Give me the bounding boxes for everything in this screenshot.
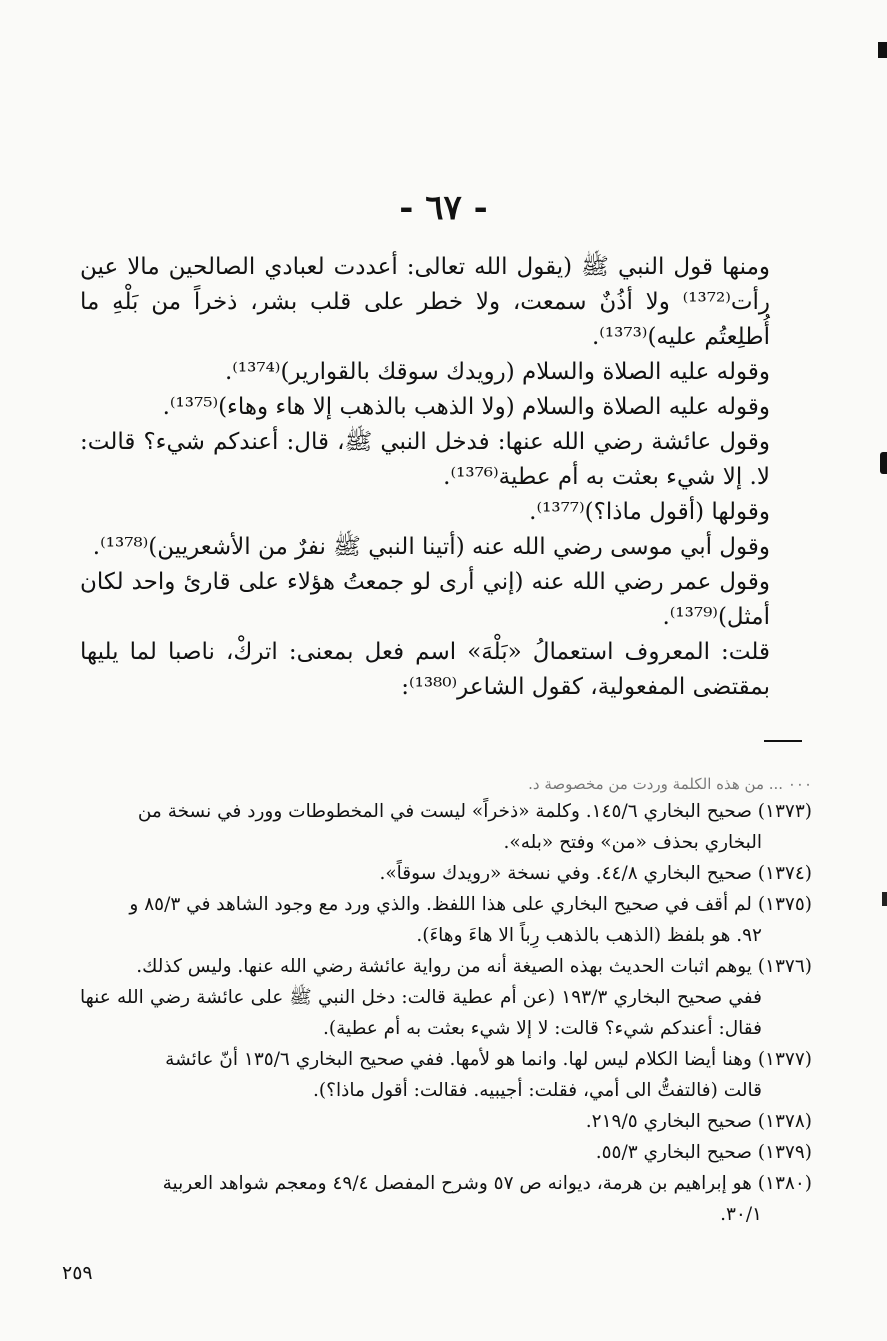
page-number: ٢٥٩	[62, 1262, 93, 1284]
footnote-continuation: ففي صحيح البخاري ١٩٣/٣ (عن أم عطية قالت: دخل النبي ﷺ على عائشة رضي الله عنها فقال: أعندكم شيء؟ قالت: لا إلا شيء بعثت به أم عطية).	[80, 987, 762, 1039]
paragraph: وقوله عليه الصلاة والسلام (رويدك سوقك بالقوارير)⁽¹³⁷⁴⁾.	[224, 359, 770, 385]
footnote-partial: ٠٠٠ ... من هذه الكلمة وردت من مخصوصة د.	[528, 775, 812, 793]
page-heading: - ٦٧ -	[399, 188, 488, 228]
edge-mark	[878, 42, 887, 58]
footnote-continuation: ٩٢. هو بلفظ (الذهب بالذهب رِباً الا هاءَ وهاءَ).	[416, 925, 762, 946]
main-text	[80, 250, 812, 705]
footnote: (١٣٧٤) صحيح البخاري ٤٤/٨. وفي نسخة «رويدك سوقاً».	[379, 863, 812, 884]
footnote-continuation: البخاري بحذف «من» وفتح «بله».	[503, 832, 762, 853]
footnote-divider	[764, 740, 802, 742]
paragraph: وقوله عليه الصلاة والسلام (ولا الذهب بالذهب إلا هاء وهاء)⁽¹³⁷⁵⁾.	[162, 394, 770, 420]
footnote: (١٣٧٧) وهنا أيضا الكلام ليس لها. وانما هو لأمها. ففي صحيح البخاري ١٣٥/٦ أنّ عائشة	[165, 1049, 812, 1070]
paragraph: ومنها قول النبي ﷺ (يقول الله تعالى: أعددت لعبادي الصالحين مالا عين رأت⁽¹³⁷²⁾ ولا أذُنٌ سمعت، ولا خطر على قلب بشر، ذخراً من بَلْهِ ما أُطلِعتُم عليه)⁽¹³⁷³⁾.	[80, 254, 770, 350]
paragraph: وقول عمر رضي الله عنه (إني أرى لو جمعتُ هؤلاء على قارئ واحد لكان أمثل)⁽¹³⁷⁹⁾.	[80, 569, 770, 630]
edge-mark	[880, 452, 887, 474]
paragraph: وقول عائشة رضي الله عنها: فدخل النبي ﷺ، قال: أعندكم شيء؟ قالت: لا. إلا شيء بعثت به أم عطية⁽¹³⁷⁶⁾.	[80, 429, 770, 490]
footnote-continuation: قالت (فالتفتُّ الى أمي، فقلت: أجيبيه. فقالت: أقول ماذا؟).	[313, 1080, 762, 1101]
footnote: (١٣٧٨) صحيح البخاري ٢١٩/٥.	[585, 1111, 812, 1132]
footnote: (١٣٧٦) يوهم اثبات الحديث بهذه الصيغة أنه من رواية عائشة رضي الله عنها. وليس كذلك.	[136, 956, 812, 977]
paragraph: وقول أبي موسى رضي الله عنه (أتينا النبي ﷺ نفرٌ من الأشعريين)⁽¹³⁷⁸⁾.	[92, 534, 770, 560]
paragraph: وقولها (أقول ماذا؟)⁽¹³⁷⁷⁾.	[529, 499, 770, 525]
footnotes	[80, 772, 812, 1230]
footnote: (١٣٧٣) صحيح البخاري ١٤٥/٦. وكلمة «ذخراً» ليست في المخطوطات وورد في نسخة من	[137, 801, 812, 822]
paragraph: قلت: المعروف استعمالُ «بَلْهَ» اسم فعل بمعنى: اتركْ، ناصبا لما يليها بمقتضى المفعولية، كقول الشاعر⁽¹³⁸⁰⁾:	[80, 639, 770, 700]
footnote: (١٣٧٩) صحيح البخاري ٥٥/٣.	[595, 1142, 812, 1163]
footnote: (١٣٨٠) هو إبراهيم بن هرمة، ديوانه ص ٥٧ وشرح المفصل ٤٩/٤ ومعجم شواهد العربية	[162, 1173, 812, 1194]
footnote: (١٣٧٥) لم أقف في صحيح البخاري على هذا اللفظ. والذي ورد مع وجود الشاهد في ٨٥/٣ و	[129, 894, 812, 915]
footnote-continuation: ٣٠/١.	[720, 1204, 762, 1225]
edge-mark	[882, 892, 887, 906]
